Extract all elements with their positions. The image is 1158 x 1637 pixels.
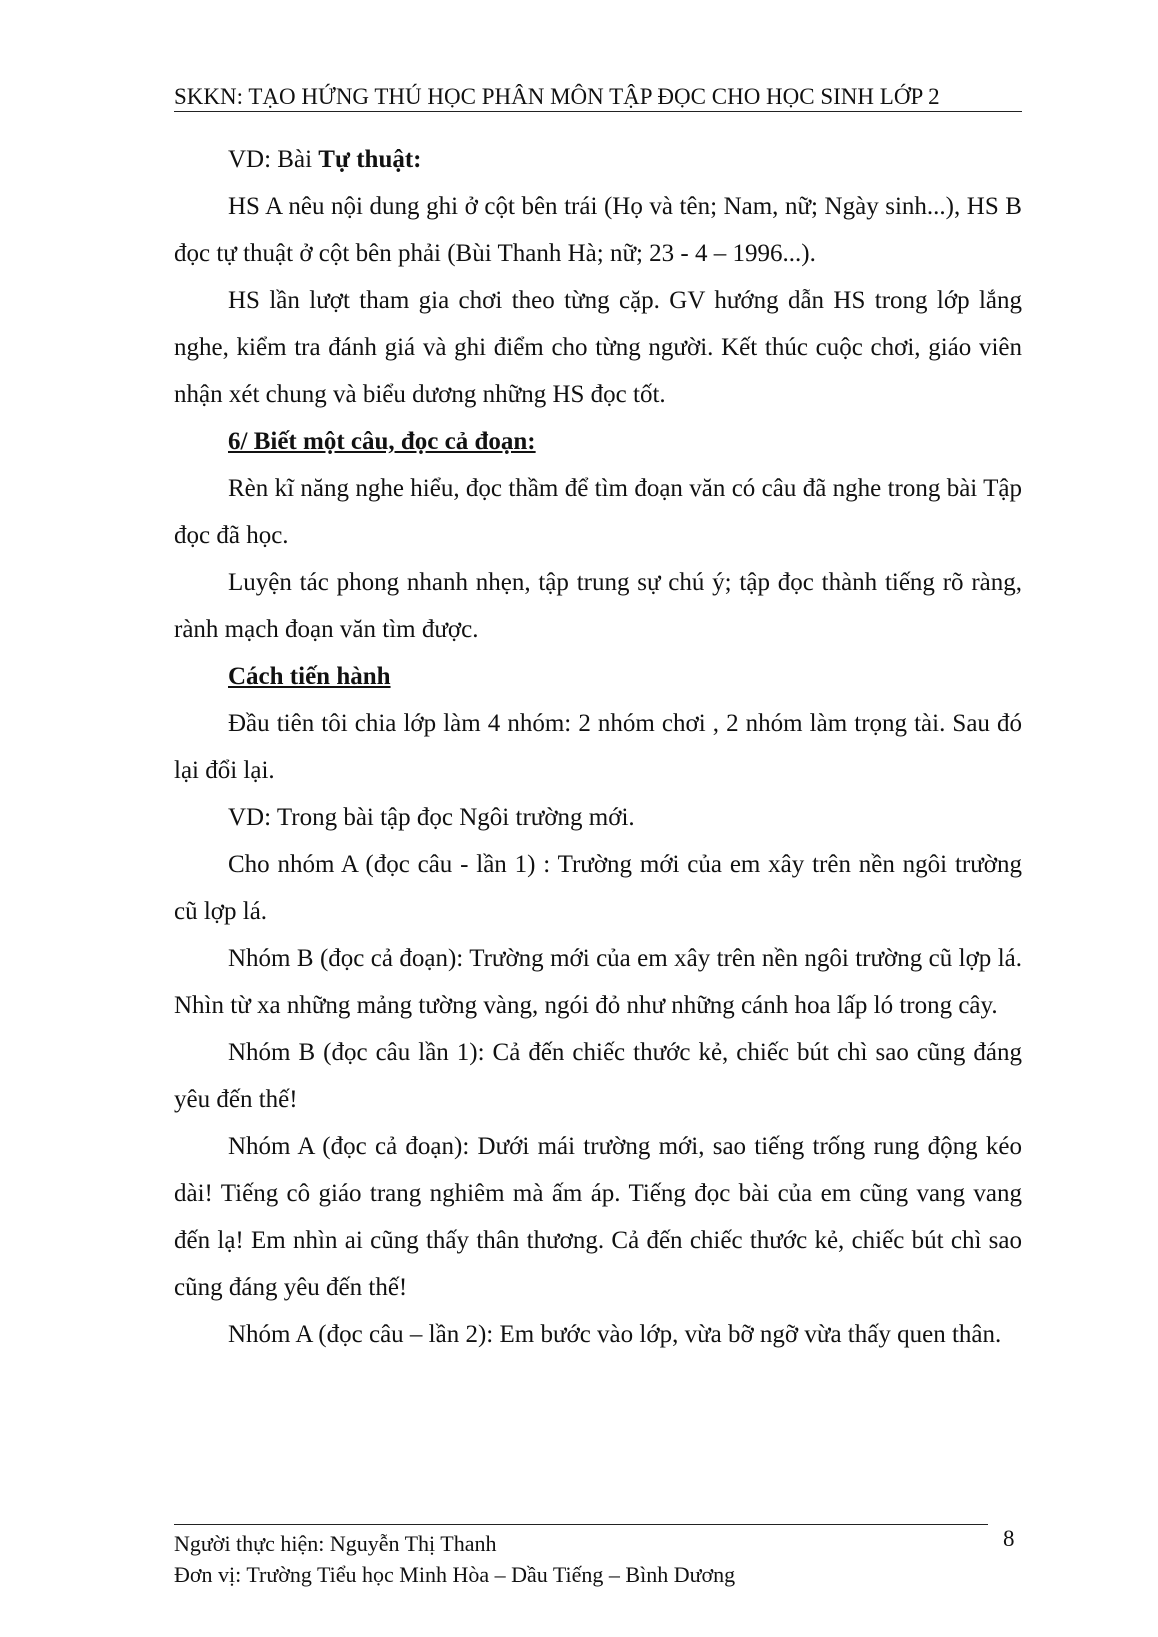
example-prefix: VD: Bài xyxy=(228,146,319,173)
paragraph: Cho nhóm A (đọc câu - lần 1) : Trường mới của em xây trên nền ngôi trường cũ lợp lá. xyxy=(174,851,1022,925)
paragraph: HS lần lượt tham gia chơi theo từng cặp. GV hướng dẫn HS trong lớp lắng nghe, kiểm tra đánh giá và ghi điểm cho từng người. Kết thúc cuộc chơi, giáo viên nhận xét chung và biểu dương những HS đọc tốt. xyxy=(174,287,1022,408)
paragraph: Đầu tiên tôi chia lớp làm 4 nhóm: 2 nhóm chơi , 2 nhóm làm trọng tài. Sau đó lại đổi lại. xyxy=(174,710,1022,784)
subsection-heading: Cách tiến hành xyxy=(228,663,391,690)
paragraph: Nhóm A (đọc cả đoạn): Dưới mái trường mới, sao tiếng trống rung động kéo dài! Tiếng cô giáo trang nghiêm mà ấm áp. Tiếng đọc bài của em cũng vang vang đến lạ! Em nhìn ai cũng thấy thân thương. Cả đến chiếc thước kẻ, chiếc bút chì sao cũng đáng yêu đến thế! xyxy=(174,1133,1022,1301)
page-number: 8 xyxy=(1003,1526,1015,1551)
paragraph: Nhóm B (đọc cả đoạn): Trường mới của em xây trên nền ngôi trường cũ lợp lá. Nhìn từ xa những mảng tường vàng, ngói đỏ như những cánh hoa lấp ló trong cây. xyxy=(174,945,1022,1019)
paragraph: Nhóm A (đọc câu – lần 2): Em bước vào lớp, vừa bỡ ngỡ vừa thấy quen thân. xyxy=(228,1321,1002,1348)
page-footer xyxy=(174,1528,735,1590)
paragraph: HS A nêu nội dung ghi ở cột bên trái (Họ và tên; Nam, nữ; Ngày sinh...), HS B đọc tự thuật ở cột bên phải (Bùi Thanh Hà; nữ; 23 - 4 – 1996...). xyxy=(174,193,1022,267)
paragraph: Luyện tác phong nhanh nhẹn, tập trung sự chú ý; tập đọc thành tiếng rõ ràng, rành mạch đoạn văn tìm được. xyxy=(174,569,1022,643)
document-body xyxy=(174,136,1022,1358)
paragraph: Rèn kĩ năng nghe hiểu, đọc thầm để tìm đoạn văn có câu đã nghe trong bài Tập đọc đã học. xyxy=(174,475,1022,549)
page-header: SKKN: TẠO HỨNG THÚ HỌC PHÂN MÔN TẬP ĐỌC CHO HỌC SINH LỚP 2 xyxy=(174,84,1022,112)
section-heading: 6/ Biết một câu, đọc cả đoạn: xyxy=(228,428,536,455)
paragraph: Nhóm B (đọc câu lần 1): Cả đến chiếc thước kẻ, chiếc bút chì sao cũng đáng yêu đến thế! xyxy=(174,1039,1022,1113)
example-line xyxy=(174,136,1022,183)
footer-author: Người thực hiện: Nguyễn Thị Thanh xyxy=(174,1531,497,1556)
example-title: Tự thuật: xyxy=(318,146,422,173)
footer-divider xyxy=(174,1524,988,1525)
footer-unit: Đơn vị: Trường Tiểu học Minh Hòa – Dầu Tiếng – Bình Dương xyxy=(174,1562,736,1587)
paragraph: VD: Trong bài tập đọc Ngôi trường mới. xyxy=(228,804,635,831)
